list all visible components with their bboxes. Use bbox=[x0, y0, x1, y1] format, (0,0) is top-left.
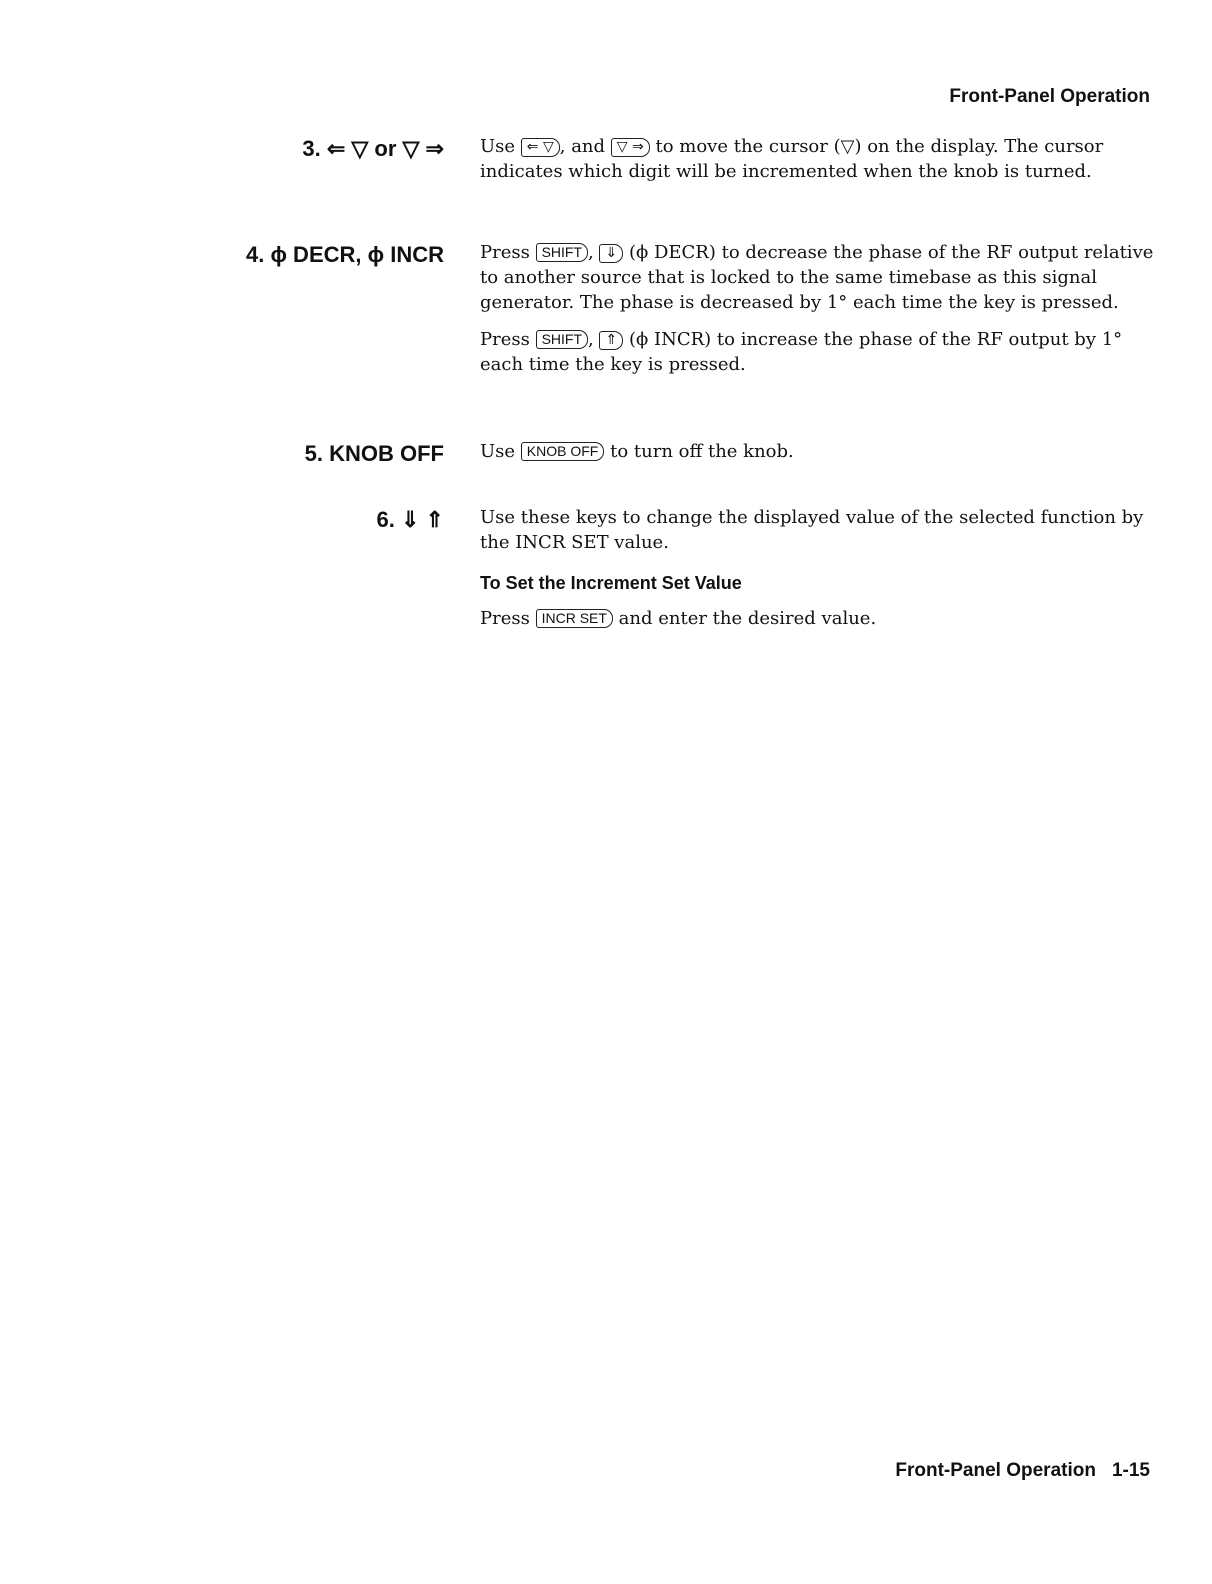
item-4-body bbox=[480, 240, 1160, 389]
item-6-paragraph: Use these keys to change the displayed value of the selected function by the INCR SET value. bbox=[480, 507, 1144, 553]
item-5-text: to turn off the knob. bbox=[610, 441, 794, 462]
item-6-body bbox=[480, 505, 1160, 643]
item-3-body bbox=[480, 134, 1160, 196]
text-and: , and bbox=[559, 136, 606, 157]
shift-key[interactable]: SHIFT bbox=[536, 243, 588, 262]
text-use: Use bbox=[480, 136, 516, 157]
page-number: 1-15 bbox=[1111, 1460, 1150, 1481]
running-header: Front-Panel Operation bbox=[949, 86, 1150, 107]
item-4-paragraph-1: Press SHIFT , ⇓ (ϕ DECR) to decrease the phase of the RF output relative to another source that is locked to the same timebase as this signal generator. The phase is decreased by 1° each time the key is pressed. bbox=[480, 242, 1154, 313]
item-3-label: 3. ⇐ ▽ or ▽ ⇒ bbox=[302, 136, 444, 161]
text-press: Press bbox=[480, 329, 530, 350]
text-press: Press bbox=[480, 608, 530, 629]
item-4-label: 4. ϕ DECR, ϕ INCR bbox=[246, 242, 444, 267]
item-3-text: to move the cursor (▽) on the display. The cursor indicates which digit will be incremented when the knob is turned. bbox=[480, 136, 1104, 182]
footer-section: Front-Panel Operation bbox=[895, 1460, 1096, 1481]
shift-key[interactable]: SHIFT bbox=[536, 330, 588, 349]
cursor-left-key[interactable]: ⇐ ▽ bbox=[521, 138, 560, 157]
item-6-text-2: and enter the desired value. bbox=[618, 608, 877, 629]
item-4-paragraph-2: Press SHIFT , ⇑ (ϕ INCR) to increase the phase of the RF output by 1° each time the key is pressed. bbox=[480, 329, 1123, 375]
item-4-text-1: (ϕ DECR) to decrease the phase of the RF output relative to another source that is locked to the same timebase as this signal generator. The phase is decreased by 1° each time the key is pressed. bbox=[480, 242, 1154, 313]
item-6-label: 6. ⇓ ⇑ bbox=[376, 507, 444, 532]
item-3-paragraph bbox=[480, 134, 1160, 184]
phase-decrement-key[interactable]: ⇓ bbox=[599, 244, 623, 263]
phase-increment-key[interactable]: ⇑ bbox=[599, 331, 623, 350]
increment-set-subheading: To Set the Increment Set Value bbox=[480, 573, 742, 593]
incr-set-key[interactable]: INCR SET bbox=[536, 609, 613, 628]
text-press: Press bbox=[480, 242, 530, 263]
text-use: Use bbox=[480, 441, 516, 462]
page-footer bbox=[895, 1460, 1150, 1482]
item-4-text-2: (ϕ INCR) to increase the phase of the RF output by 1° each time the key is pressed. bbox=[480, 329, 1123, 375]
knob-off-key[interactable]: KNOB OFF bbox=[521, 442, 605, 461]
item-5-label: 5. KNOB OFF bbox=[304, 441, 444, 466]
item-6-paragraph-2 bbox=[480, 606, 1160, 631]
item-5-paragraph bbox=[480, 439, 1160, 464]
item-5-body bbox=[480, 439, 1160, 476]
cursor-right-key[interactable]: ▽ ⇒ bbox=[611, 138, 650, 157]
